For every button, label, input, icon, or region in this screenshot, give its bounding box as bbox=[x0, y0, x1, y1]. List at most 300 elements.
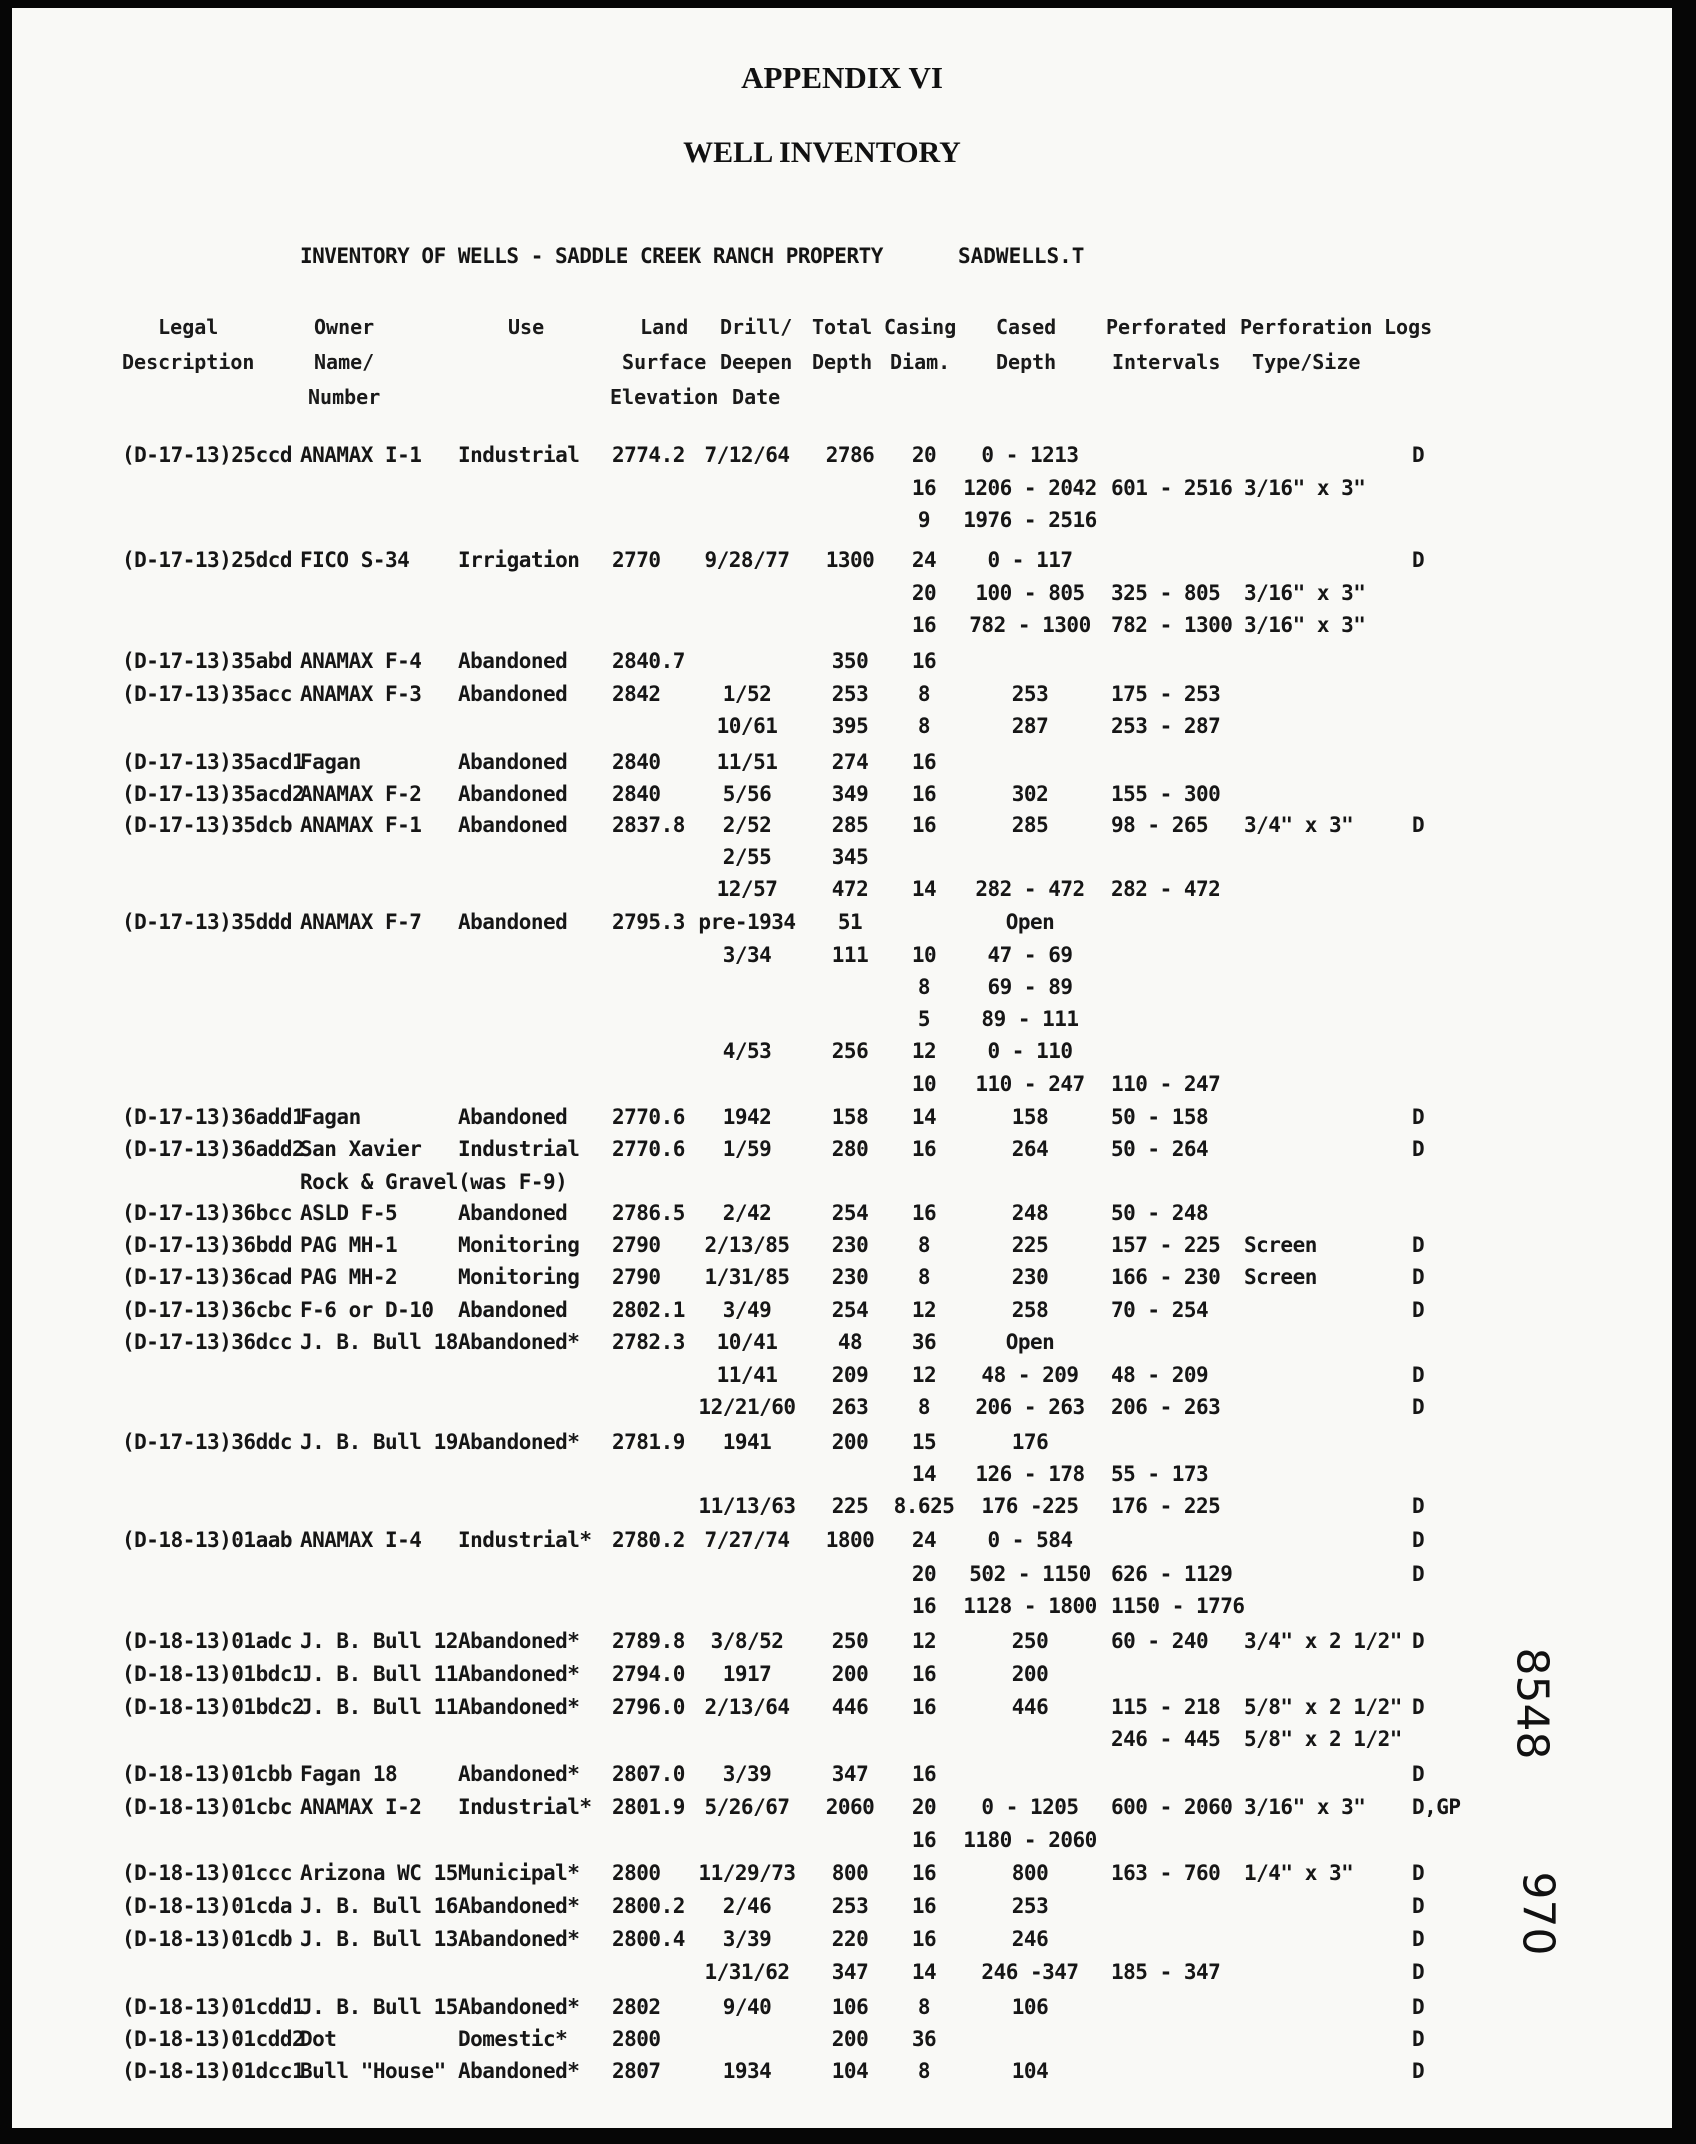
cell-casing-diam-text: 16 bbox=[911, 613, 937, 637]
cell-perforated-intervals: 163 - 760 bbox=[1111, 1861, 1221, 1885]
table-row bbox=[12, 1326, 1652, 1358]
cell-elevation: 2774.2 bbox=[612, 443, 685, 467]
cell-logs: D bbox=[1412, 1562, 1425, 1586]
table-row bbox=[12, 809, 1652, 841]
cell-casing-diam-text: 8.625 bbox=[893, 1494, 955, 1518]
table-row bbox=[12, 1890, 1652, 1922]
cell-use: Abandoned bbox=[458, 750, 568, 774]
cell-elevation: 2770.6 bbox=[612, 1137, 685, 1161]
cell-drill-date-text: 9/28/77 bbox=[704, 548, 790, 572]
cell-cased-depth-text: 89 - 111 bbox=[981, 1007, 1079, 1031]
cell-total-depth-text: 200 bbox=[831, 2027, 869, 2051]
cell-cased-depth-text: 246 bbox=[1011, 1927, 1049, 1951]
cell-legal-description: (D-18-13)01cdd1 bbox=[122, 1995, 305, 2019]
cell-legal-description: (D-18-13)01cbb bbox=[122, 1762, 293, 1786]
cell-perforation-type: 3/16" x 3" bbox=[1244, 613, 1366, 637]
cell-owner-name: J. B. Bull 15 bbox=[300, 1995, 458, 2019]
cell-elevation: 2780.2 bbox=[612, 1528, 685, 1552]
cell-drill-date-text: 3/49 bbox=[722, 1298, 772, 1322]
cell-perforated-intervals: 185 - 347 bbox=[1111, 1960, 1221, 1984]
cell-use: Abandoned* bbox=[458, 1894, 580, 1918]
cell-legal-description: (D-17-13)35abd bbox=[122, 649, 293, 673]
cell-cased-depth-text: 1180 - 2060 bbox=[963, 1828, 1097, 1852]
cell-use: Abandoned* bbox=[458, 1762, 580, 1786]
cell-drill-date-text: 11/29/73 bbox=[698, 1861, 796, 1885]
table-row bbox=[12, 971, 1652, 1003]
cell-drill-date-text: 5/26/67 bbox=[704, 1795, 790, 1819]
margin-number: 8548 bbox=[1506, 1647, 1558, 1760]
cell-cased-depth-text: 253 bbox=[1011, 682, 1049, 706]
cell-use: Industrial bbox=[458, 1137, 580, 1161]
cell-cased-depth-text: 48 - 209 bbox=[981, 1363, 1079, 1387]
cell-drill-date-text: 7/12/64 bbox=[704, 443, 790, 467]
cell-perforated-intervals: 601 - 2516 bbox=[1111, 476, 1233, 500]
cell-casing-diam-text: 16 bbox=[911, 1762, 937, 1786]
cell-legal-description: (D-17-13)36add1 bbox=[122, 1105, 305, 1129]
cell-casing-diam-text: 16 bbox=[911, 476, 937, 500]
cell-elevation: 2800.2 bbox=[612, 1894, 685, 1918]
table-row bbox=[12, 1524, 1652, 1556]
col-header-cased-depth: Cased Depth bbox=[996, 315, 1057, 374]
cell-logs: D bbox=[1412, 1105, 1425, 1129]
cell-perforated-intervals: 166 - 230 bbox=[1111, 1265, 1221, 1289]
cell-perforated-intervals: 206 - 263 bbox=[1111, 1395, 1221, 1419]
table-row bbox=[12, 1490, 1652, 1522]
cell-owner-name: Fagan 18 bbox=[300, 1762, 398, 1786]
cell-use: Industrial bbox=[458, 443, 580, 467]
table-row bbox=[12, 577, 1652, 609]
cell-perforation-type: 3/16" x 3" bbox=[1244, 581, 1366, 605]
cell-perforated-intervals: 253 - 287 bbox=[1111, 714, 1221, 738]
table-row bbox=[12, 778, 1652, 810]
cell-elevation: 2786.5 bbox=[612, 1201, 685, 1225]
cell-owner-name: ANAMAX F-2 bbox=[300, 782, 422, 806]
cell-casing-diam-text: 20 bbox=[911, 443, 937, 467]
table-row bbox=[12, 1133, 1652, 1165]
table-row bbox=[12, 710, 1652, 742]
cell-cased-depth-text: 1976 - 2516 bbox=[963, 508, 1097, 532]
table-row bbox=[12, 1294, 1652, 1326]
cell-owner-name: J. B. Bull 13 bbox=[300, 1927, 458, 1951]
cell-perforated-intervals: 600 - 2060 bbox=[1111, 1795, 1233, 1819]
cell-perforated-intervals: 110 - 247 bbox=[1111, 1072, 1221, 1096]
cell-legal-description: (D-17-13)25ccd bbox=[122, 443, 293, 467]
cell-perforated-intervals: 1150 - 1776 bbox=[1111, 1594, 1245, 1618]
cell-logs: D bbox=[1412, 548, 1425, 572]
cell-use: Abandoned* bbox=[458, 1695, 580, 1719]
cell-use: Abandoned bbox=[458, 1105, 568, 1129]
cell-elevation: 2770.6 bbox=[612, 1105, 685, 1129]
cell-logs: D bbox=[1412, 1995, 1425, 2019]
cell-drill-date-text: 2/52 bbox=[722, 813, 772, 837]
cell-total-depth-text: 350 bbox=[831, 649, 869, 673]
cell-casing-diam-text: 5 bbox=[917, 1007, 931, 1031]
cell-owner-name: Fagan bbox=[300, 750, 361, 774]
cell-total-depth-text: 230 bbox=[831, 1265, 869, 1289]
cell-use: Industrial* bbox=[458, 1528, 592, 1552]
cell-total-depth-text: 256 bbox=[831, 1039, 869, 1063]
cell-drill-date-text: 5/56 bbox=[722, 782, 772, 806]
cell-casing-diam-text: 16 bbox=[911, 1695, 937, 1719]
cell-total-depth-text: 51 bbox=[837, 910, 863, 934]
cell-elevation: 2842 bbox=[612, 682, 661, 706]
cell-use: Irrigation bbox=[458, 548, 580, 572]
cell-elevation: 2800 bbox=[612, 1861, 661, 1885]
cell-perforated-intervals: 626 - 1129 bbox=[1111, 1562, 1233, 1586]
cell-total-depth-text: 209 bbox=[831, 1363, 869, 1387]
table-row bbox=[12, 1923, 1652, 1955]
cell-legal-description: (D-17-13)36bcc bbox=[122, 1201, 293, 1225]
cell-cased-depth-text: 200 bbox=[1011, 1662, 1049, 1686]
cell-owner-name: Arizona WC 15 bbox=[300, 1861, 458, 1885]
cell-logs: D bbox=[1412, 1629, 1425, 1653]
cell-cased-depth-text: 1128 - 1800 bbox=[963, 1594, 1097, 1618]
cell-cased-depth-text: 446 bbox=[1011, 1695, 1049, 1719]
cell-casing-diam-text: 16 bbox=[911, 813, 937, 837]
cell-owner-name: ANAMAX F-1 bbox=[300, 813, 422, 837]
table-row bbox=[12, 1590, 1652, 1622]
cell-legal-description: (D-17-13)25dcd bbox=[122, 548, 293, 572]
cell-owner-name: ANAMAX F-4 bbox=[300, 649, 422, 673]
cell-casing-diam-text: 10 bbox=[911, 943, 937, 967]
file-tag: SADWELLS.T bbox=[958, 244, 1085, 268]
cell-total-depth-text: 1300 bbox=[825, 548, 875, 572]
cell-use: Domestic* bbox=[458, 2027, 568, 2051]
cell-elevation: 2802 bbox=[612, 1995, 661, 2019]
cell-casing-diam-text: 10 bbox=[911, 1072, 937, 1096]
cell-drill-date-text: 1941 bbox=[722, 1430, 772, 1454]
cell-legal-description: (D-17-13)36bdd bbox=[122, 1233, 293, 1257]
table-row bbox=[12, 1359, 1652, 1391]
cell-elevation: 2840 bbox=[612, 750, 661, 774]
table-row bbox=[12, 1261, 1652, 1293]
cell-elevation: 2807.0 bbox=[612, 1762, 685, 1786]
cell-casing-diam-text: 8 bbox=[917, 975, 931, 999]
cell-legal-description: (D-18-13)01cda bbox=[122, 1894, 293, 1918]
table-row bbox=[12, 1658, 1652, 1690]
cell-elevation: 2790 bbox=[612, 1265, 661, 1289]
cell-perforated-intervals: 50 - 264 bbox=[1111, 1137, 1209, 1161]
cell-total-depth-text: 345 bbox=[831, 845, 869, 869]
cell-total-depth-text: 274 bbox=[831, 750, 869, 774]
cell-total-depth-text: 220 bbox=[831, 1927, 869, 1951]
cell-drill-date-text: 2/46 bbox=[722, 1894, 772, 1918]
cell-logs: D bbox=[1412, 1894, 1425, 1918]
cell-legal-description: (D-17-13)36ddc bbox=[122, 1430, 293, 1454]
cell-logs: D bbox=[1412, 443, 1425, 467]
cell-owner-name: J. B. Bull 11 bbox=[300, 1662, 458, 1686]
cell-cased-depth-text: 176 -225 bbox=[981, 1494, 1079, 1518]
cell-logs: D bbox=[1412, 1695, 1425, 1719]
cell-total-depth-text: 1800 bbox=[825, 1528, 875, 1552]
cell-drill-date-text: 1/59 bbox=[722, 1137, 772, 1161]
cell-legal-description: (D-17-13)35acc bbox=[122, 682, 293, 706]
cell-perforation-type: Screen bbox=[1244, 1233, 1317, 1257]
cell-use: Abandoned* bbox=[458, 1330, 580, 1354]
col-header-owner: Owner Name/ Number bbox=[308, 315, 381, 409]
table-row bbox=[12, 1723, 1652, 1755]
cell-cased-depth-text: 285 bbox=[1011, 813, 1049, 837]
table-row bbox=[12, 439, 1652, 471]
cell-logs: D bbox=[1412, 1363, 1425, 1387]
cell-use: Abandoned bbox=[458, 910, 568, 934]
cell-cased-depth-text: 0 - 117 bbox=[987, 548, 1073, 572]
cell-casing-diam-text: 8 bbox=[917, 2059, 931, 2083]
table-row bbox=[12, 504, 1652, 536]
cell-legal-description: (D-18-13)01aab bbox=[122, 1528, 293, 1552]
cell-casing-diam-text: 16 bbox=[911, 1927, 937, 1951]
cell-logs: D bbox=[1412, 1298, 1425, 1322]
cell-total-depth-text: 254 bbox=[831, 1201, 869, 1225]
cell-elevation: 2795.3 bbox=[612, 910, 685, 934]
cell-total-depth-text: 200 bbox=[831, 1430, 869, 1454]
cell-legal-description: (D-17-13)36dcc bbox=[122, 1330, 293, 1354]
cell-elevation: 2807 bbox=[612, 2059, 661, 2083]
cell-total-depth-text: 253 bbox=[831, 682, 869, 706]
cell-logs: D bbox=[1412, 813, 1425, 837]
cell-use: Monitoring bbox=[458, 1233, 580, 1257]
cell-casing-diam-text: 16 bbox=[911, 1828, 937, 1852]
cell-casing-diam-text: 14 bbox=[911, 1105, 937, 1129]
col-header-legal: Legal Description bbox=[122, 315, 255, 374]
cell-total-depth-text: 254 bbox=[831, 1298, 869, 1322]
cell-total-depth-text: 349 bbox=[831, 782, 869, 806]
cell-drill-date-text: 10/61 bbox=[716, 714, 778, 738]
cell-logs: D bbox=[1412, 1265, 1425, 1289]
cell-perforated-intervals: 50 - 158 bbox=[1111, 1105, 1209, 1129]
margin-number: 970 bbox=[1512, 1871, 1564, 1956]
cell-elevation: 2840 bbox=[612, 782, 661, 806]
table-row bbox=[12, 1035, 1652, 1067]
cell-logs: D,GP bbox=[1412, 1795, 1461, 1819]
cell-owner-name: ANAMAX F-7 bbox=[300, 910, 422, 934]
cell-owner-name: ANAMAX I-4 bbox=[300, 1528, 422, 1552]
cell-use: Abandoned* bbox=[458, 2059, 580, 2083]
cell-cased-depth-text: 287 bbox=[1011, 714, 1049, 738]
cell-casing-diam-text: 8 bbox=[917, 682, 931, 706]
cell-owner-name: ANAMAX I-1 bbox=[300, 443, 422, 467]
cell-use: Abandoned bbox=[458, 1298, 568, 1322]
col-header-use: Use bbox=[508, 315, 545, 339]
cell-drill-date-text: 3/39 bbox=[722, 1927, 772, 1951]
cell-drill-date-text: 11/51 bbox=[716, 750, 778, 774]
cell-owner-name: PAG MH-2 bbox=[300, 1265, 398, 1289]
cell-casing-diam-text: 16 bbox=[911, 1201, 937, 1225]
cell-legal-description: (D-18-13)01cdd2 bbox=[122, 2027, 305, 2051]
cell-cased-depth-text: 0 - 1205 bbox=[981, 1795, 1079, 1819]
cell-use: Abandoned bbox=[458, 682, 568, 706]
cell-elevation: 2800 bbox=[612, 2027, 661, 2051]
appendix-heading: APPENDIX VI bbox=[741, 60, 943, 95]
cell-cased-depth-text: 225 bbox=[1011, 1233, 1049, 1257]
cell-legal-description: (D-18-13)01dcc1 bbox=[122, 2059, 305, 2083]
col-header-logs: Logs bbox=[1384, 315, 1433, 339]
cell-owner-name: J. B. Bull 19 bbox=[300, 1430, 458, 1454]
cell-cased-depth-text: 106 bbox=[1011, 1995, 1049, 2019]
cell-cased-depth-text: 176 bbox=[1011, 1430, 1049, 1454]
cell-casing-diam-text: 14 bbox=[911, 1462, 937, 1486]
cell-logs: D bbox=[1412, 1137, 1425, 1161]
cell-legal-description: (D-17-13)35dcb bbox=[122, 813, 293, 837]
table-row bbox=[12, 873, 1652, 905]
table-row bbox=[12, 609, 1652, 641]
cell-casing-diam-text: 20 bbox=[911, 1562, 937, 1586]
cell-perforated-intervals: 246 - 445 bbox=[1111, 1727, 1221, 1751]
cell-casing-diam-text: 24 bbox=[911, 548, 937, 572]
cell-owner-name: San Xavier bbox=[300, 1137, 422, 1161]
cell-drill-date-text: 9/40 bbox=[722, 1995, 772, 2019]
cell-drill-date-text: 11/41 bbox=[716, 1363, 778, 1387]
cell-use: Abandoned* bbox=[458, 1430, 580, 1454]
cell-casing-diam-text: 8 bbox=[917, 1233, 931, 1257]
cell-legal-description: (D-17-13)36cbc bbox=[122, 1298, 293, 1322]
cell-cased-depth-text: 230 bbox=[1011, 1265, 1049, 1289]
cell-perforated-intervals: 176 - 225 bbox=[1111, 1494, 1221, 1518]
cell-total-depth-text: 347 bbox=[831, 1960, 869, 1984]
cell-logs: D bbox=[1412, 1233, 1425, 1257]
cell-casing-diam-text: 12 bbox=[911, 1363, 937, 1387]
table-row bbox=[12, 1558, 1652, 1590]
cell-use: Abandoned bbox=[458, 649, 568, 673]
cell-elevation: 2801.9 bbox=[612, 1795, 685, 1819]
cell-casing-diam-text: 36 bbox=[911, 2027, 937, 2051]
cell-owner-name: J. B. Bull 16 bbox=[300, 1894, 458, 1918]
cell-cased-depth-text: 126 - 178 bbox=[975, 1462, 1085, 1486]
cell-owner-name: J. B. Bull 11 bbox=[300, 1695, 458, 1719]
cell-drill-date-text: 2/55 bbox=[722, 845, 772, 869]
cell-perforated-intervals: 282 - 472 bbox=[1111, 877, 1221, 901]
cell-elevation: 2840.7 bbox=[612, 649, 685, 673]
cell-use: Abandoned bbox=[458, 782, 568, 806]
document-page bbox=[12, 8, 1672, 2128]
cell-use: Abandoned bbox=[458, 1201, 568, 1225]
cell-legal-description: (D-18-13)01adc bbox=[122, 1629, 293, 1653]
cell-total-depth-text: 253 bbox=[831, 1894, 869, 1918]
cell-total-depth-text: 280 bbox=[831, 1137, 869, 1161]
cell-casing-diam-text: 20 bbox=[911, 1795, 937, 1819]
cell-use: Abandoned bbox=[458, 813, 568, 837]
cell-cased-depth-text: 502 - 1150 bbox=[969, 1562, 1091, 1586]
cell-logs: D bbox=[1412, 1528, 1425, 1552]
cell-cased-depth-text: 800 bbox=[1011, 1861, 1049, 1885]
cell-perforated-intervals: 175 - 253 bbox=[1111, 682, 1221, 706]
cell-elevation: 2790 bbox=[612, 1233, 661, 1257]
cell-casing-diam-text: 8 bbox=[917, 714, 931, 738]
table-row bbox=[12, 1068, 1652, 1100]
cell-owner-name: F-6 or D-10 bbox=[300, 1298, 434, 1322]
cell-use: Abandoned* bbox=[458, 1629, 580, 1653]
cell-cased-depth-text: 250 bbox=[1011, 1629, 1049, 1653]
col-header-perf-type: Perforation Type/Size bbox=[1240, 315, 1373, 374]
cell-cased-depth-text: 253 bbox=[1011, 1894, 1049, 1918]
table-row bbox=[12, 1166, 1652, 1198]
cell-drill-date-text: 1/52 bbox=[722, 682, 772, 706]
table-row bbox=[12, 2023, 1652, 2055]
cell-logs: D bbox=[1412, 1927, 1425, 1951]
cell-cased-depth-text: 246 -347 bbox=[981, 1960, 1079, 1984]
cell-perforation-type: 3/4" x 3" bbox=[1244, 813, 1354, 837]
cell-casing-diam-text: 16 bbox=[911, 1137, 937, 1161]
cell-cased-depth-text: 206 - 263 bbox=[975, 1395, 1085, 1419]
cell-elevation: 2782.3 bbox=[612, 1330, 685, 1354]
cell-total-depth-text: 200 bbox=[831, 1662, 869, 1686]
cell-casing-diam-text: 14 bbox=[911, 877, 937, 901]
cell-perforated-intervals: 157 - 225 bbox=[1111, 1233, 1221, 1257]
cell-cased-depth-text: 264 bbox=[1011, 1137, 1049, 1161]
cell-cased-depth-text: 69 - 89 bbox=[987, 975, 1073, 999]
cell-total-depth-text: 104 bbox=[831, 2059, 869, 2083]
cell-perforation-type: 1/4" x 3" bbox=[1244, 1861, 1354, 1885]
cell-cased-depth-text: 100 - 805 bbox=[975, 581, 1085, 605]
cell-owner-name: PAG MH-1 bbox=[300, 1233, 398, 1257]
table-row bbox=[12, 1956, 1652, 1988]
cell-casing-diam-text: 16 bbox=[911, 782, 937, 806]
cell-casing-diam-text: 12 bbox=[911, 1629, 937, 1653]
cell-perforated-intervals: 50 - 248 bbox=[1111, 1201, 1209, 1225]
cell-total-depth-text: 446 bbox=[831, 1695, 869, 1719]
cell-legal-description: (D-18-13)01cdb bbox=[122, 1927, 293, 1951]
table-row bbox=[12, 1391, 1652, 1423]
cell-legal-description: (D-18-13)01cbc bbox=[122, 1795, 293, 1819]
col-header-casing-diam: Casing Diam. bbox=[884, 315, 957, 374]
cell-casing-diam-text: 20 bbox=[911, 581, 937, 605]
cell-drill-date-text: 10/41 bbox=[716, 1330, 778, 1354]
cell-perforation-type: Screen bbox=[1244, 1265, 1317, 1289]
table-row bbox=[12, 1857, 1652, 1889]
cell-cased-depth-text: 0 - 1213 bbox=[981, 443, 1079, 467]
cell-legal-description: (D-18-13)01bdc1 bbox=[122, 1662, 305, 1686]
table-row bbox=[12, 1824, 1652, 1856]
cell-elevation: 2794.0 bbox=[612, 1662, 685, 1686]
col-header-total-depth: Total Depth bbox=[812, 315, 873, 374]
cell-owner-name: ANAMAX F-3 bbox=[300, 682, 422, 706]
cell-perforation-type: 3/16" x 3" bbox=[1244, 476, 1366, 500]
table-row bbox=[12, 2055, 1652, 2087]
cell-drill-date-text: 2/42 bbox=[722, 1201, 772, 1225]
cell-legal-description: (D-17-13)36cad bbox=[122, 1265, 293, 1289]
table-row bbox=[12, 1458, 1652, 1490]
cell-perforated-intervals: 55 - 173 bbox=[1111, 1462, 1209, 1486]
cell-total-depth-text: 106 bbox=[831, 1995, 869, 2019]
cell-cased-depth-text: Open bbox=[1005, 910, 1055, 934]
cell-elevation: 2837.8 bbox=[612, 813, 685, 837]
cell-elevation: 2796.0 bbox=[612, 1695, 685, 1719]
cell-total-depth-text: 347 bbox=[831, 1762, 869, 1786]
cell-drill-date-text: 7/27/74 bbox=[704, 1528, 790, 1552]
cell-legal-description: (D-17-13)36add2 bbox=[122, 1137, 305, 1161]
cell-owner-name: Bull "House" bbox=[300, 2059, 446, 2083]
cell-casing-diam-text: 12 bbox=[911, 1298, 937, 1322]
cell-use: Monitoring bbox=[458, 1265, 580, 1289]
table-subtitle: INVENTORY OF WELLS - SADDLE CREEK RANCH PROPERTY bbox=[300, 244, 883, 268]
table-row bbox=[12, 678, 1652, 710]
cell-cased-depth-text: 47 - 69 bbox=[987, 943, 1073, 967]
cell-total-depth-text: 158 bbox=[831, 1105, 869, 1129]
cell-cased-depth-text: 248 bbox=[1011, 1201, 1049, 1225]
cell-owner-name: ANAMAX I-2 bbox=[300, 1795, 422, 1819]
cell-perforated-intervals: 325 - 805 bbox=[1111, 581, 1221, 605]
cell-total-depth-text: 230 bbox=[831, 1233, 869, 1257]
cell-logs: D bbox=[1412, 1494, 1425, 1518]
cell-use: Abandoned* bbox=[458, 1995, 580, 2019]
cell-casing-diam-text: 16 bbox=[911, 1894, 937, 1918]
table-row bbox=[12, 841, 1652, 873]
cell-drill-date-text: pre-1934 bbox=[698, 910, 796, 934]
cell-cased-depth-text: 258 bbox=[1011, 1298, 1049, 1322]
cell-use: (was F-9) bbox=[458, 1170, 568, 1194]
cell-total-depth-text: 395 bbox=[831, 714, 869, 738]
cell-use: Abandoned* bbox=[458, 1927, 580, 1951]
